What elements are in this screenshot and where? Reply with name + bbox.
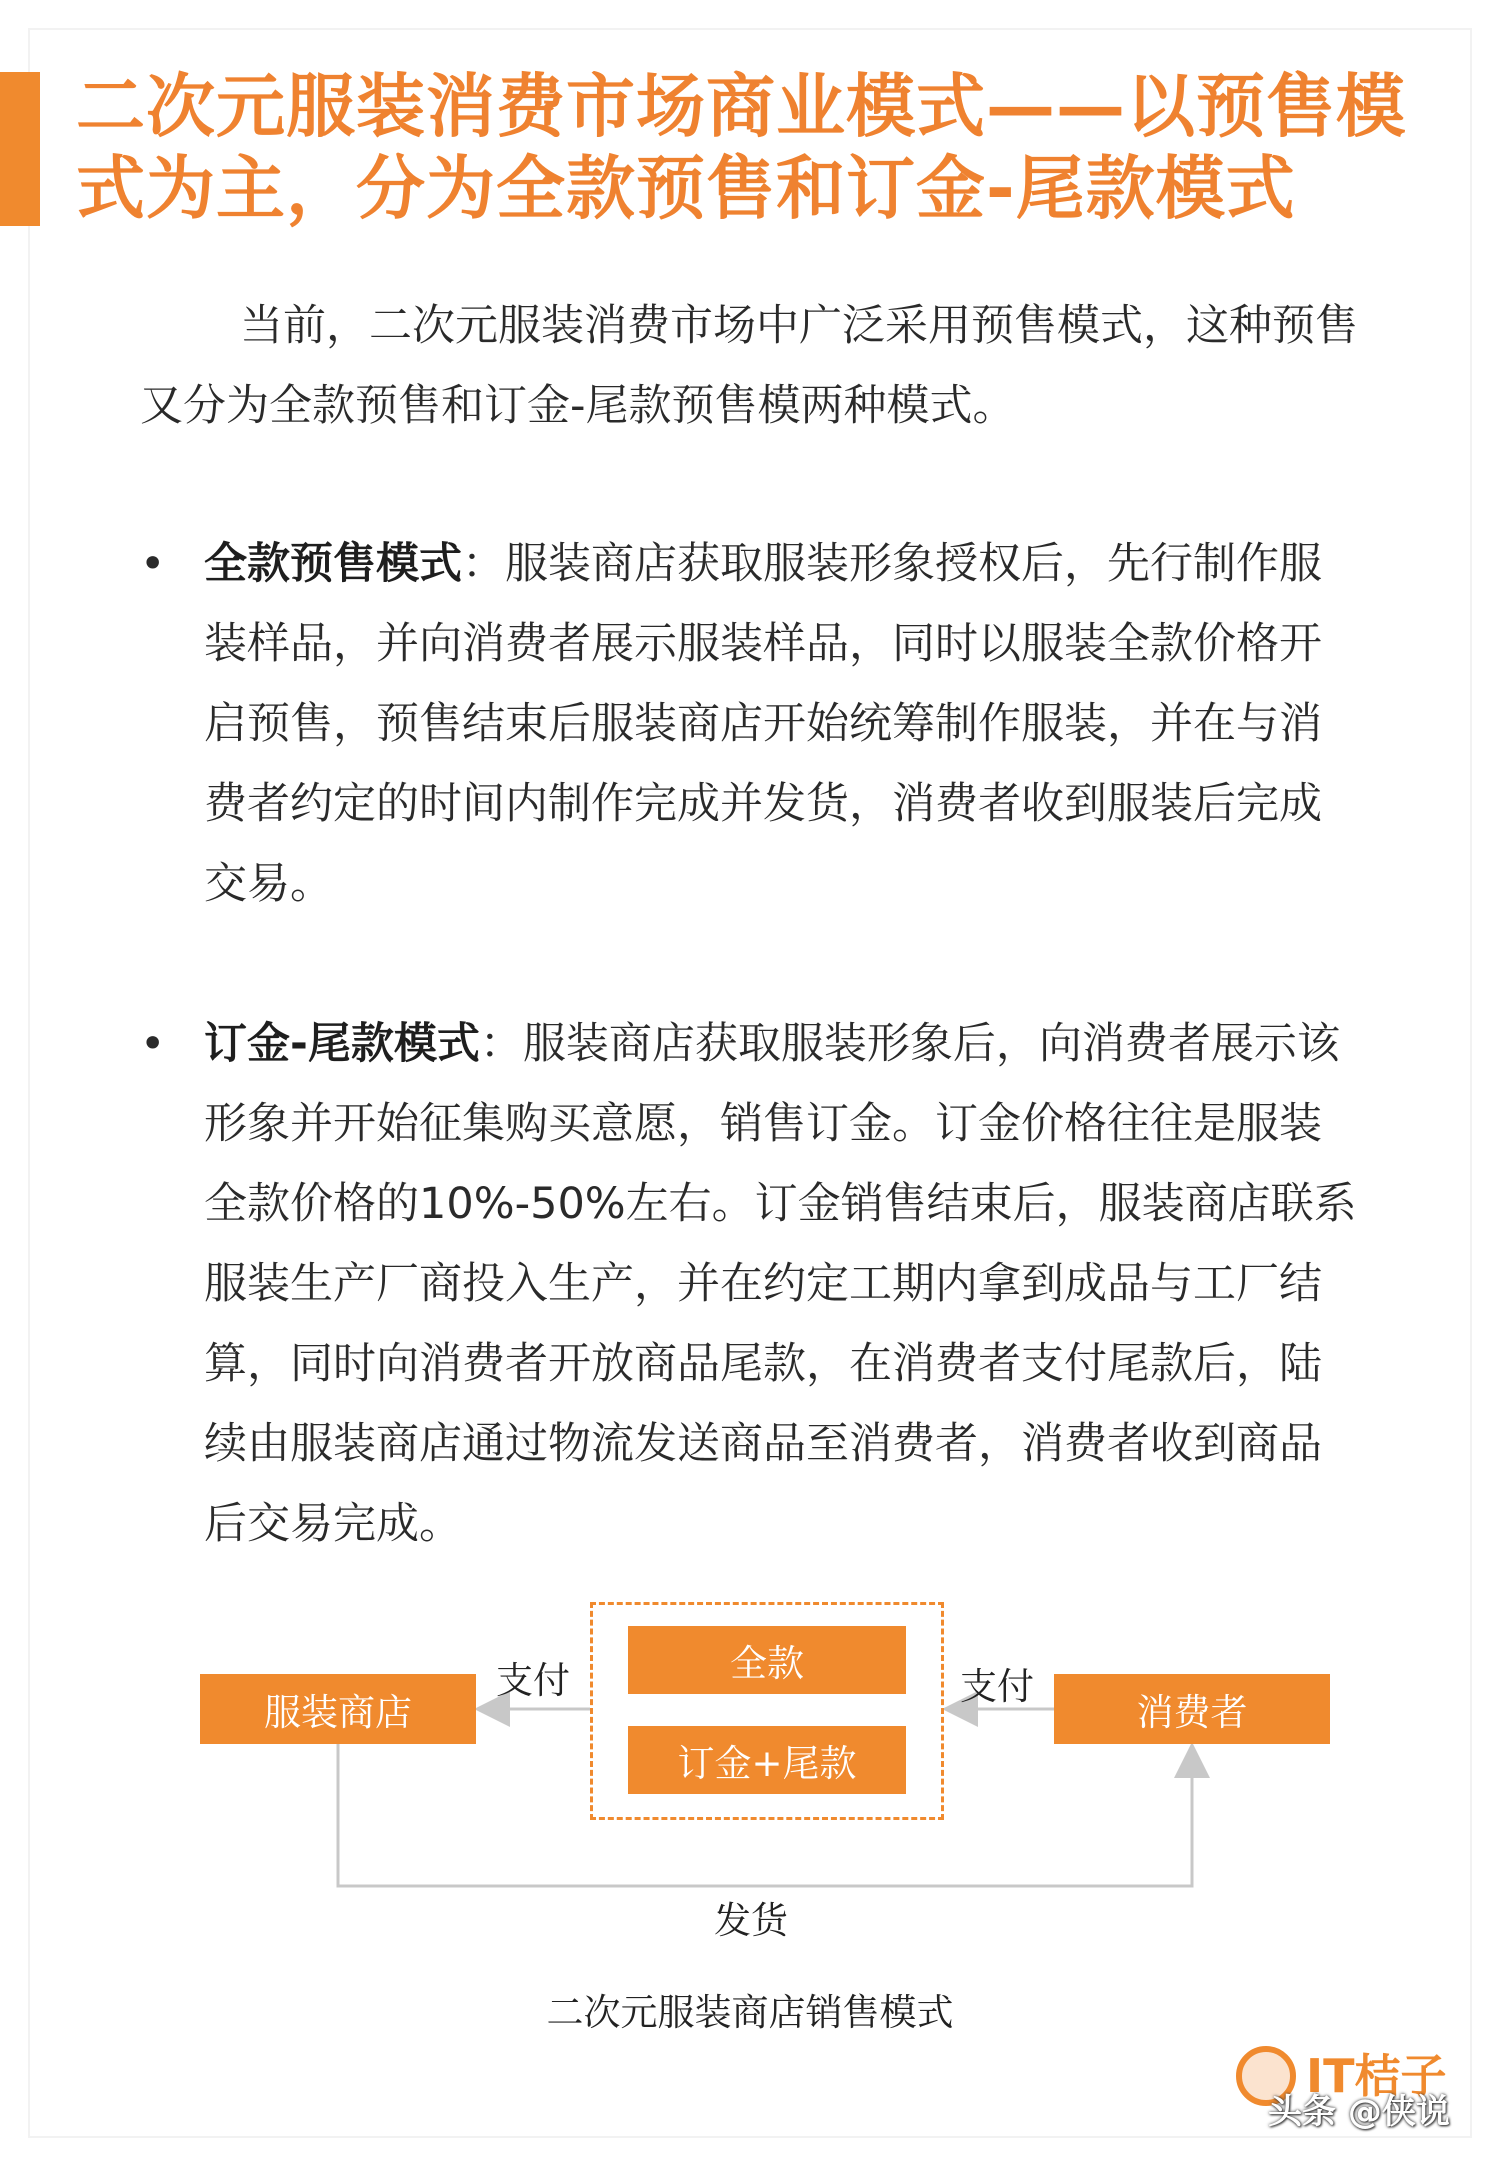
intro-paragraph: 当前，二次元服装消费市场中广泛采用预售模式，这种预售又分为全款预售和订金-尾款预售模两种模式。: [140, 301, 1358, 431]
deposit-balance-box: 订金+尾款: [628, 1726, 906, 1794]
bullet-body: ：服装商店获取服装形象授权后，先行制作服装样品，并向消费者展示服装样品，同时以服装全款价格开启预售，预售结束后服装商店开始统筹制作服装，并在与消费者约定的时间内制作完成并发货，消费者收到服装后完成交易。: [204, 539, 1322, 909]
clothing-store-box: 服装商店: [200, 1674, 476, 1744]
logo-text: IT桔子: [1306, 2049, 1447, 2103]
consumer-box: 消费者: [1054, 1674, 1330, 1744]
title-accent-bar: [0, 72, 40, 226]
bullet-dot-icon: •: [140, 539, 166, 589]
watermark-text: 头条 @侠说: [1268, 2092, 1450, 2132]
sales-model-diagram: [180, 1590, 1360, 1960]
bullet-term: 全款预售模式: [204, 539, 462, 589]
diagram-caption: 二次元服装商店销售模式: [546, 1991, 954, 2034]
bullet-paragraph: [204, 1004, 1364, 1564]
pay-label-right: 支付: [960, 1665, 1034, 1708]
bullet-paragraph: [204, 524, 1364, 924]
page-title: 二次元服装消费市场商业模式——以预售模式为主，分为全款预售和订金-尾款模式: [76, 67, 1406, 229]
bullet-term: 订金-尾款模式: [204, 1019, 480, 1069]
full-payment-box: 全款: [628, 1626, 906, 1694]
bullet-dot-icon: •: [140, 1019, 166, 1069]
bullet-body: ：服装商店获取服装形象后，向消费者展示该形象并开始征集购买意愿，销售订金。订金价格往往是服装全款价格的10%-50%左右。订金销售结束后，服装商店联系服装生产厂商投入生产，并在约定工期内拿到成品与工厂结算，同时向消费者开放商品尾款，在消费者支付尾款后，陆续由服装商店通过物流发送商品至消费者，消费者收到商品后交易完成。: [204, 1019, 1357, 1549]
pay-label-left: 支付: [496, 1659, 570, 1702]
ship-label: 发货: [714, 1899, 788, 1942]
